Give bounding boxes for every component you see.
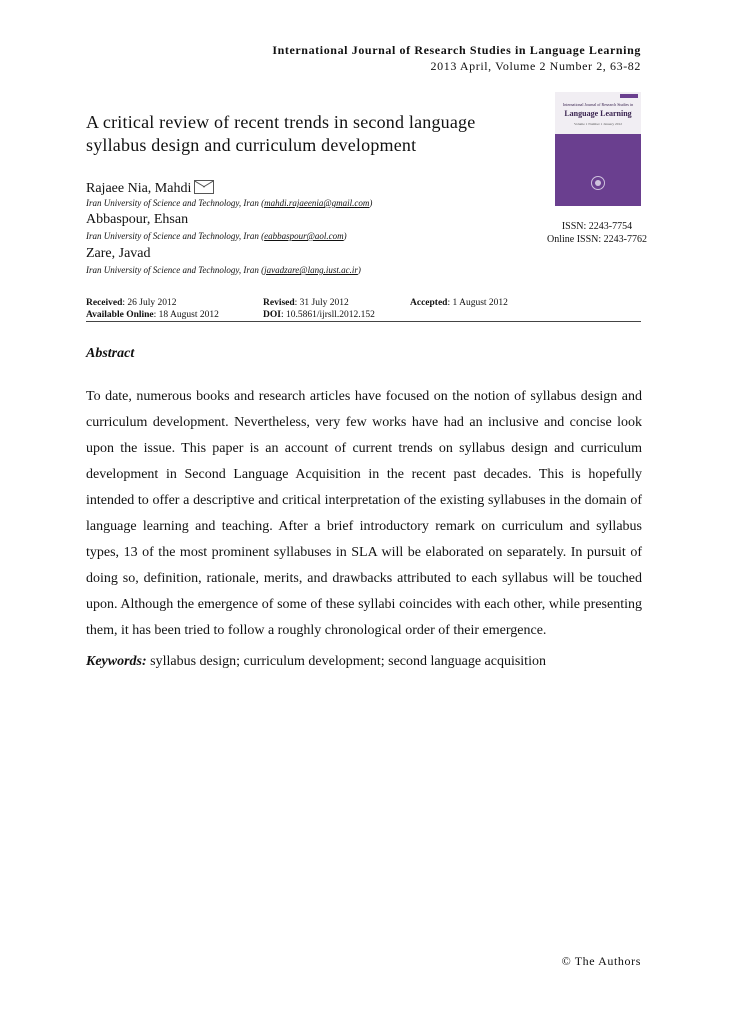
keywords [86,653,546,671]
email-envelope-icon[interactable] [194,180,214,194]
author-affiliation-3: Iran University of Science and Technology, Iran (javadzare@lang.iust.ac.ir) [86,265,361,275]
keywords-text: syllabus design; curriculum development; second language acquisition [146,654,546,669]
received-date: Received: 26 July 2012 [86,298,177,308]
journal-name: International Journal of Research Studies in Language Learning [272,43,641,57]
copyright-footer: © The Authors [561,954,641,968]
cover-volume: Volume 1 Number 1 January 2012 [573,122,623,126]
doi: DOI: 10.5861/ijrsll.2012.152 [263,310,375,320]
journal-issue: 2013 April, Volume 2 Number 2, 63-82 [430,59,641,73]
author-affiliation-1: Iran University of Science and Technology, Iran (mahdi.rajaeenia@gmail.com) [86,198,373,208]
issn-block [530,220,664,246]
author-name-1: Rajaee Nia, Mahdi [86,180,214,197]
cover-title: Language Learning [564,109,632,118]
author-email-link-2[interactable]: eabbaspour@aol.com [264,231,344,241]
author-affiliation-2: Iran University of Science and Technology, Iran (eabbaspour@aol.com) [86,231,347,241]
cover-seal-icon [591,176,605,190]
journal-header [272,42,641,74]
cover-top-band [555,92,641,134]
revised-date: Revised: 31 July 2012 [263,298,349,308]
journal-cover-image [555,92,641,206]
abstract-heading: Abstract [86,346,135,361]
header-divider [86,321,641,322]
available-online-date: Available Online: 18 August 2012 [86,310,219,320]
author-email-link-3[interactable]: javadzare@lang.iust.ac.ir [264,265,358,275]
abstract-body: To date, numerous books and research articles have focused on the notion of syllabus design and curriculum development. Nevertheless, very few works have had an inclusive and concise look upon the issue. This paper is an account of current trends on syllabus design and curriculum development in Second Language Acquisition in the recent past decades. This is hopefully intended to offer a descriptive and critical interpretation of the existing syllabuses in the domain of language learning and teaching. After a brief introductory remark on curriculum and syllabus types, 13 of the most prominent syllabuses in SLA will be elaborated on separately. In pursuit of doing so, definition, rationale, merits, and drawbacks attributed to each syllabus will be touched upon. Although the emergence of some of these syllabi coincides with each other, while presenting them, it has been tried to follow a roughly chronological order of their emergence. [86,389,642,638]
cover-journal-small: International Journal of Research Studies in [563,102,634,107]
author-name-3: Zare, Javad [86,246,151,261]
keywords-label: Keywords: [86,654,147,669]
accepted-date: Accepted: 1 August 2012 [410,298,508,308]
author-name-2: Abbaspour, Ehsan [86,212,189,227]
paper-title: A critical review of recent trends in second language syllabus design and curriculum development [86,112,476,155]
author-email-link-1[interactable]: mahdi.rajaeenia@gmail.com [264,198,370,208]
issn-online: Online ISSN: 2243-7762 [547,234,647,245]
issn-print: ISSN: 2243-7754 [561,221,633,232]
